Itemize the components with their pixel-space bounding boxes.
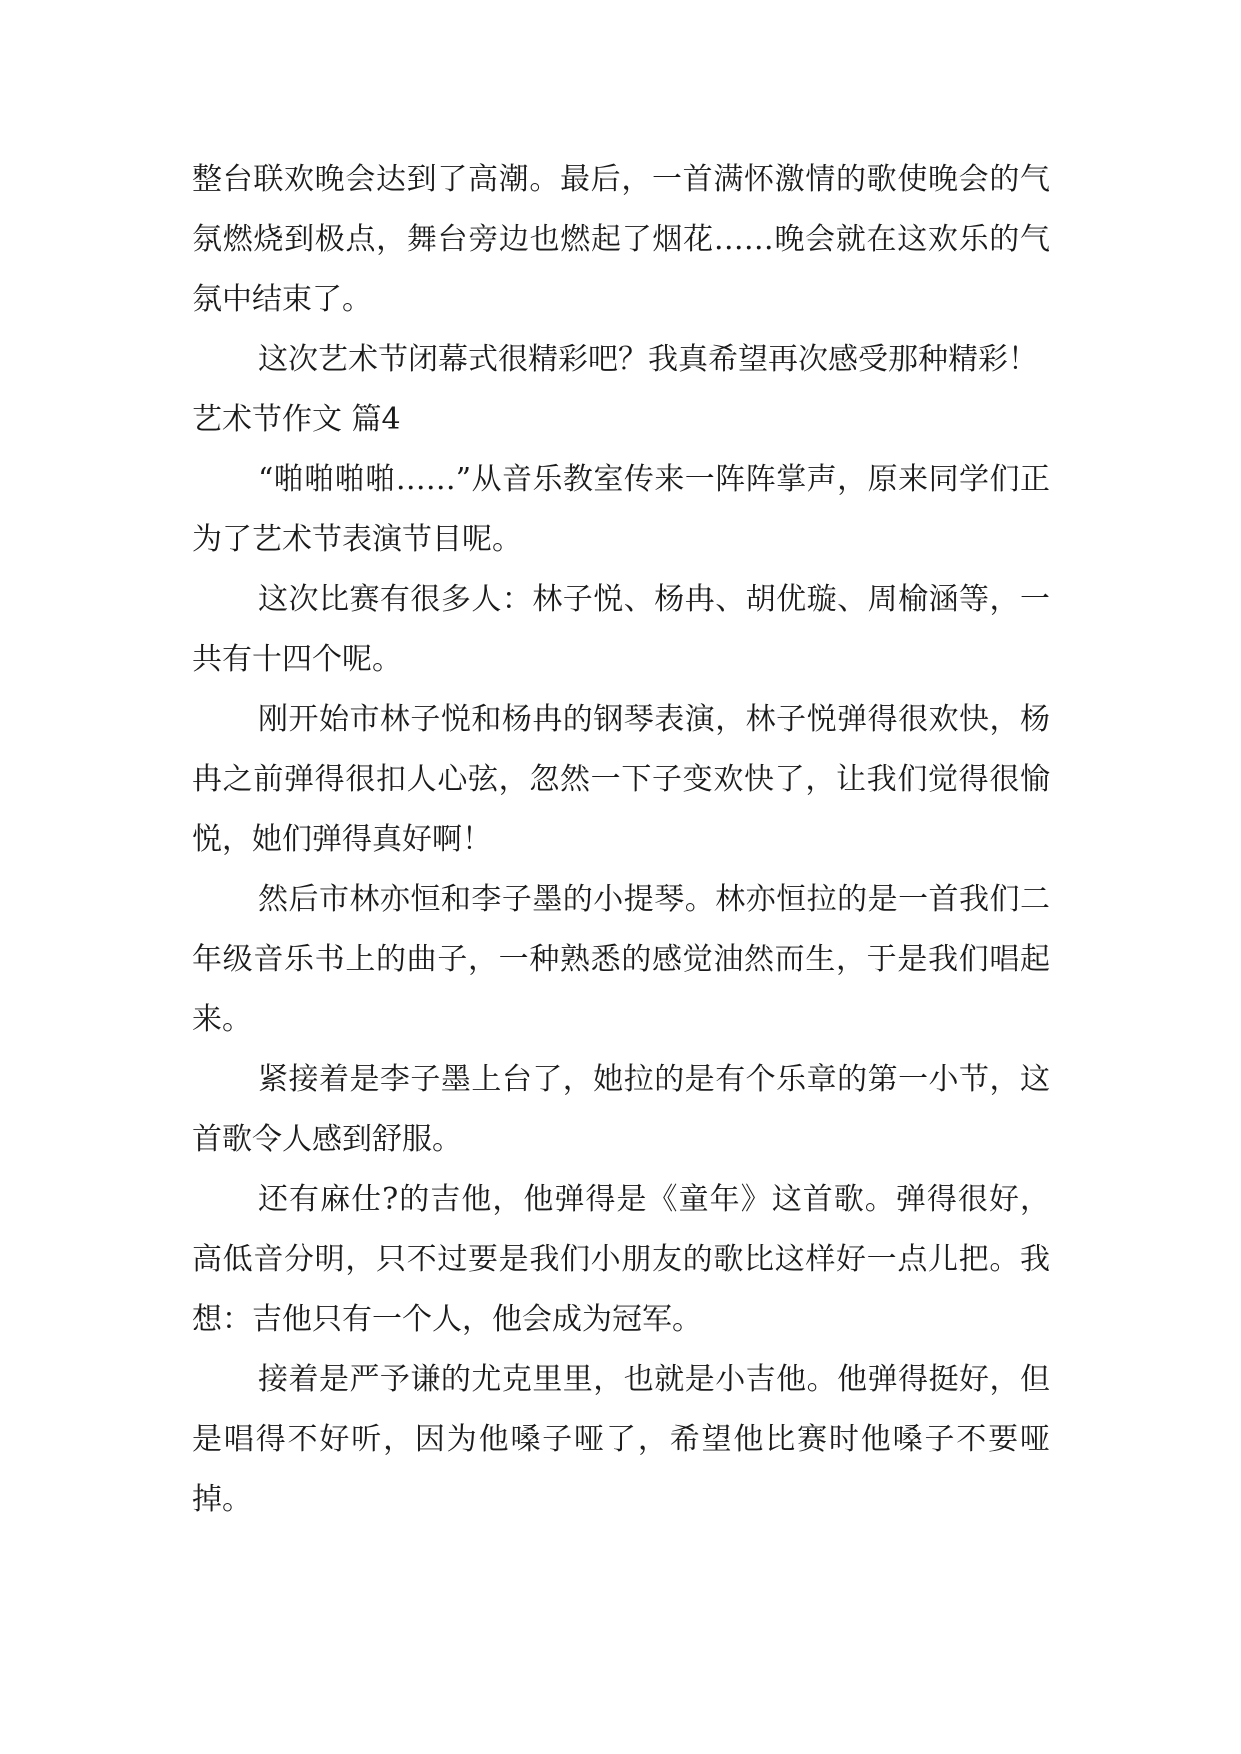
paragraph-guitar: 还有麻仕?的吉他，他弹得是《童年》这首歌。弹得很好，高低音分明，只不过要是我们小朋友的歌比这样好一点儿把。我想：吉他只有一个人，他会成为冠军。 [192,1182,1050,1337]
document-body [192,150,1050,1530]
paragraph-continued: 整台联欢晚会达到了高潮。最后，一首满怀激情的歌使晚会的气氛燃烧到极点，舞台旁边也燃起了烟花……晚会就在这欢乐的气氛中结束了。 [192,162,1050,317]
paragraph-violin-second: 紧接着是李子墨上台了，她拉的是有个乐章的第一小节，这首歌令人感到舒服。 [192,1062,1050,1157]
paragraph-participants: 这次比赛有很多人：林子悦、杨冉、胡优璇、周榆涵等，一共有十四个呢。 [192,582,1050,677]
paragraph-applause: “啪啪啪啪……”从音乐教室传来一阵阵掌声，原来同学们正为了艺术节表演节目呢。 [192,462,1050,557]
paragraph-ukulele: 接着是严予谦的尤克里里，也就是小吉他。他弹得挺好，但是唱得不好听，因为他嗓子哑了，希望他比赛时他嗓子不要哑掉。 [192,1362,1050,1517]
paragraph-violin: 然后市林亦恒和李子墨的小提琴。林亦恒拉的是一首我们二年级音乐书上的曲子，一种熟悉的感觉油然而生，于是我们唱起来。 [192,882,1050,1037]
section-title: 艺术节作文 篇4 [192,402,401,437]
paragraph-piano: 刚开始市林子悦和杨冉的钢琴表演，林子悦弹得很欢快，杨冉之前弹得很扣人心弦，忽然一下子变欢快了，让我们觉得很愉悦，她们弹得真好啊！ [192,702,1050,857]
paragraph-closing-remark: 这次艺术节闭幕式很精彩吧？我真希望再次感受那种精彩！ [258,342,1038,377]
